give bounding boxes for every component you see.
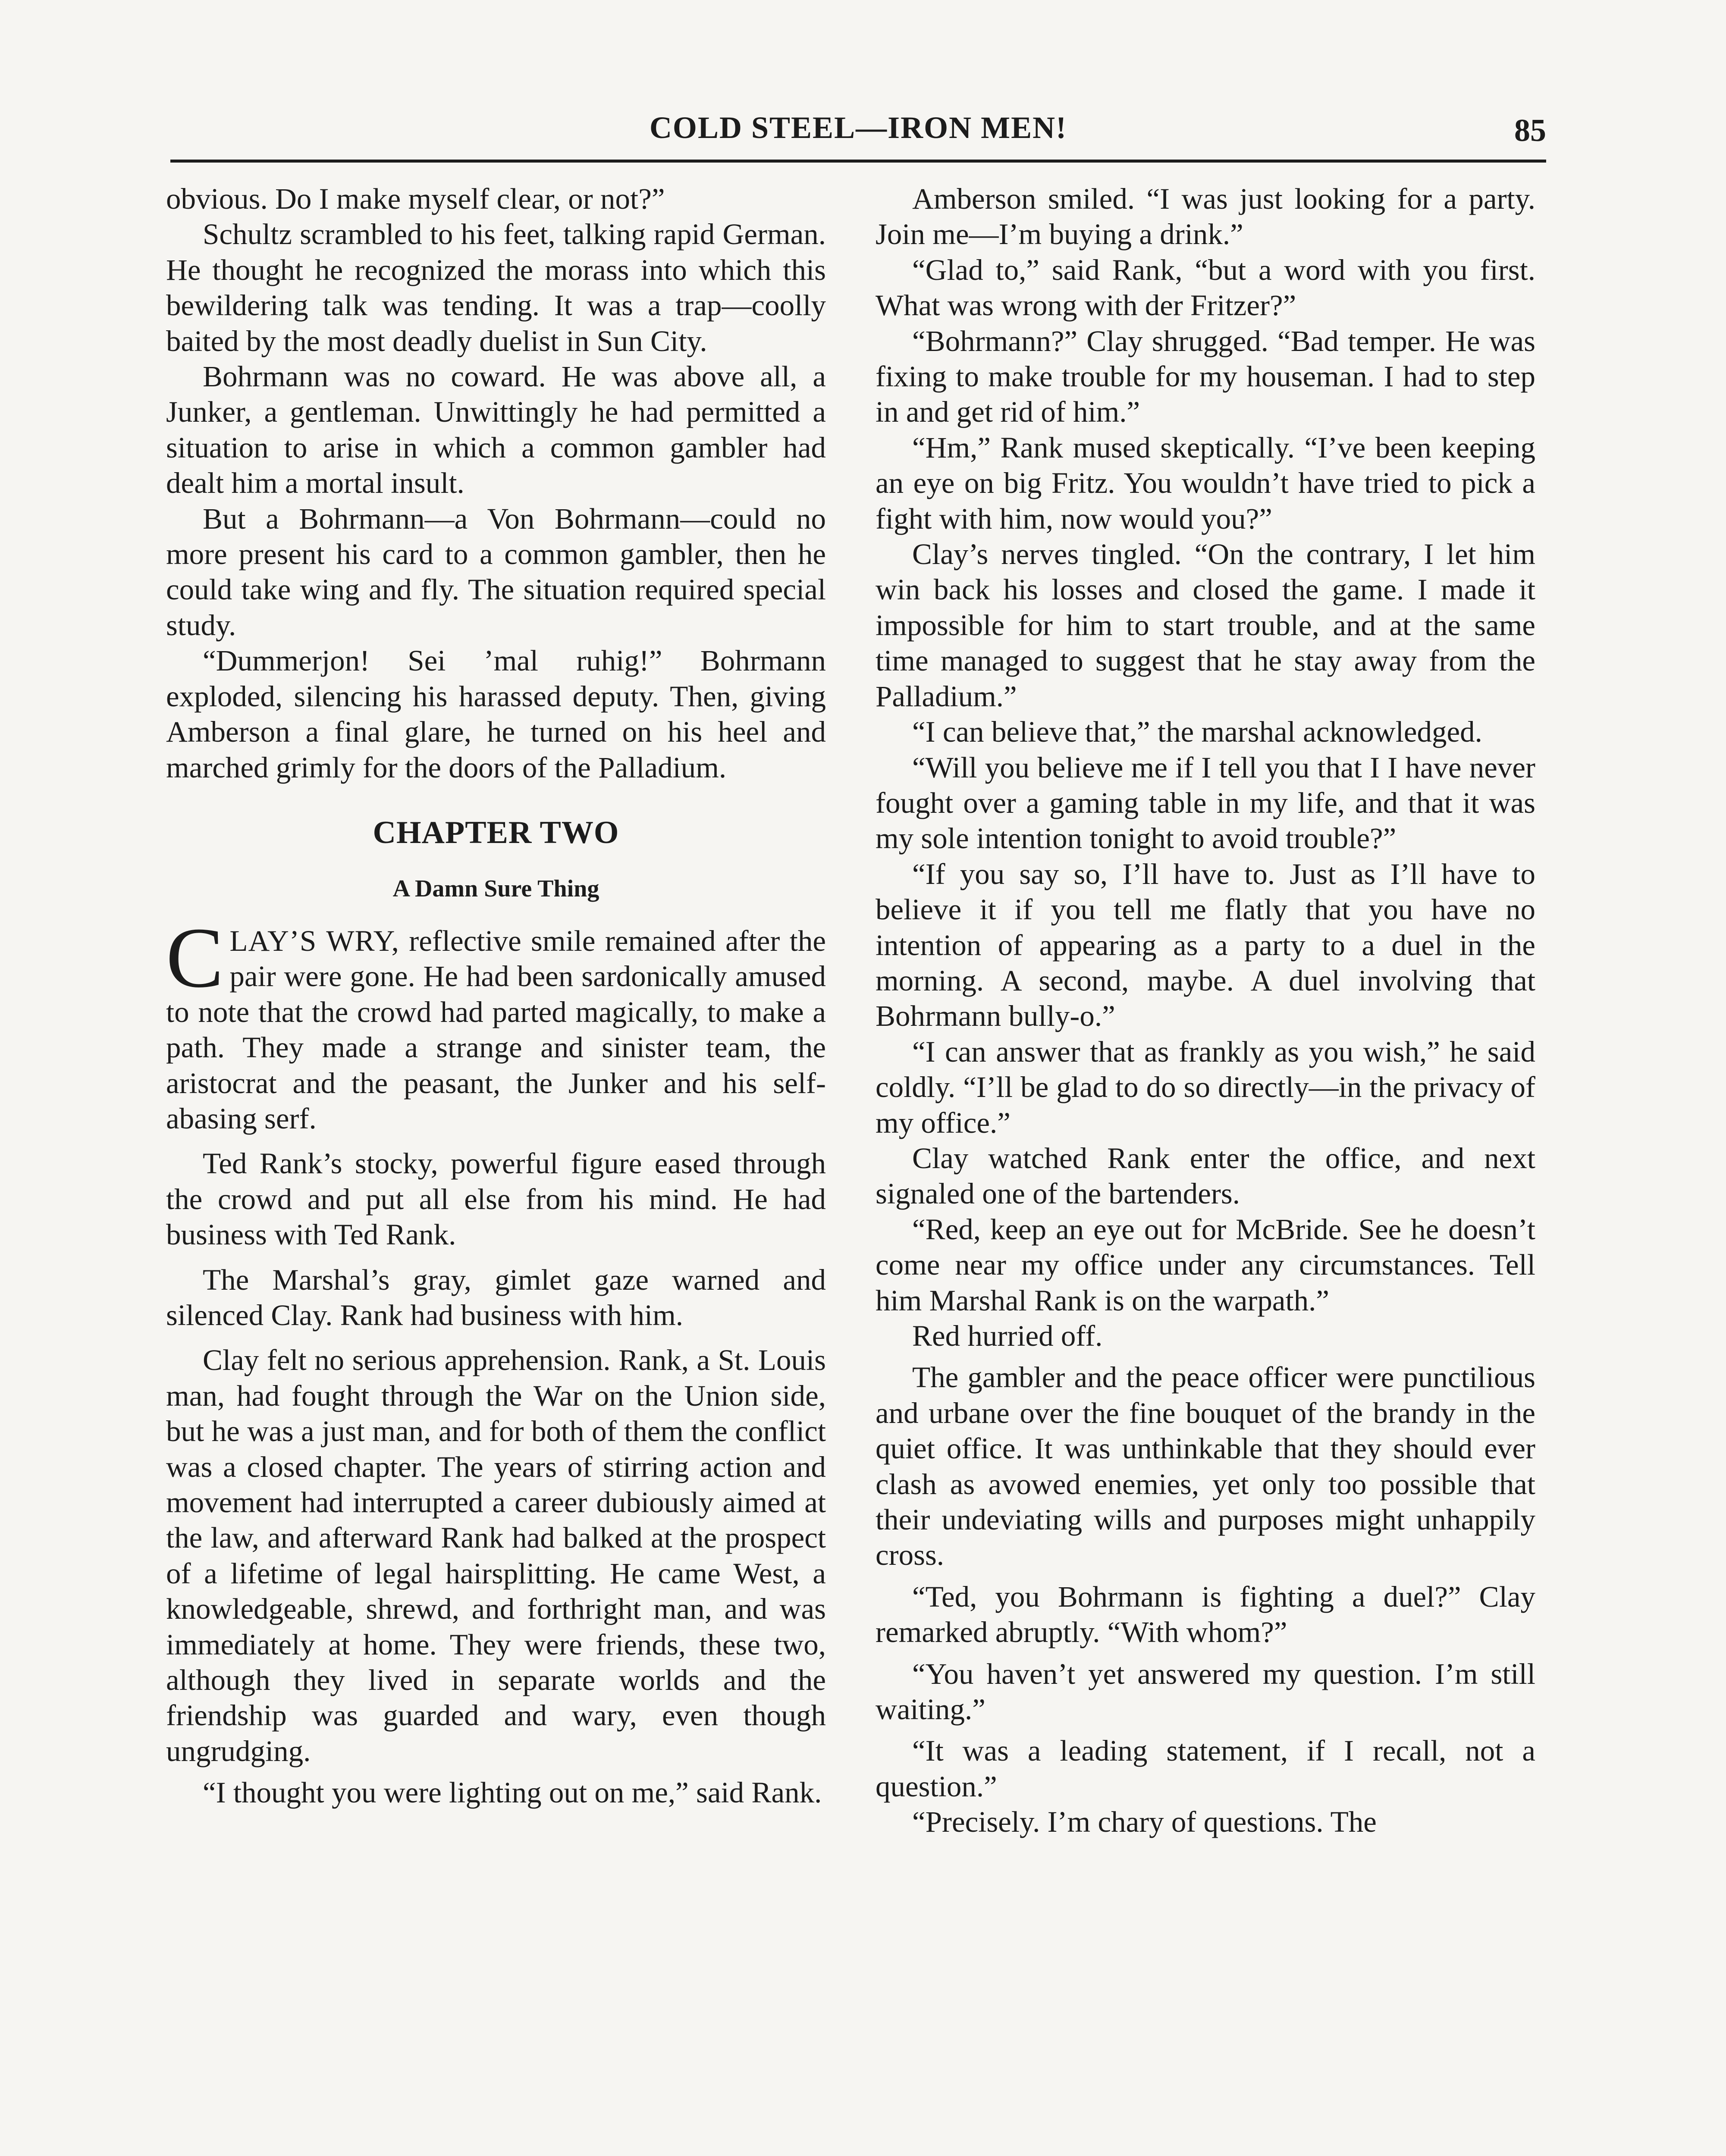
paragraph: The gambler and the peace officer were punctilious and urbane over the fine bouquet of the brandy in the quiet office. It was unthinkable that they should ever clash as avowed enemies, yet only too possible that their undeviating wills and purposes might unhappily cross. xyxy=(876,1361,1535,1572)
opening-text: reflective smile remained after the pair were gone. He had been sardonically amused to note that the crowd had parted magically, to make a path. They made a strange and sinister team, the aristocrat and the peasant, the Junker and his self-abasing serf. xyxy=(166,924,826,1135)
right-column xyxy=(876,181,1535,1840)
paragraph: “I can believe that,” the marshal acknowledged. xyxy=(912,715,1482,749)
chapter-opening-paragraph xyxy=(166,910,826,1136)
paragraph: “Hm,” Rank mused skeptically. “I’ve been keeping an eye on big Fritz. You wouldn’t have tried to pick a fight with him, now would you?” xyxy=(876,431,1535,535)
paragraph: The Marshal’s gray, gimlet gaze warned and silenced Clay. Rank had business with him. xyxy=(166,1263,826,1332)
chapter-title: CHAPTER TWO xyxy=(373,815,619,850)
paragraph: “Precisely. I’m chary of questions. The xyxy=(912,1805,1377,1839)
paragraph: “It was a leading statement, if I recall, not a question.” xyxy=(876,1734,1535,1803)
paragraph: “You haven’t yet answered my question. I’m still waiting.” xyxy=(876,1657,1535,1726)
paragraph: Red hurried off. xyxy=(912,1319,1103,1352)
paragraph: “Will you believe me if I tell you that I I have never fought over a gaming table in my life, and that it was my sole intention tonight to avoid trouble?” xyxy=(876,751,1535,855)
paragraph: “I thought you were lighting out on me,” said Rank. xyxy=(203,1776,822,1809)
paragraph: obvious. Do I make myself clear, or not?” xyxy=(166,182,665,215)
page-number: 85 xyxy=(1514,113,1546,148)
paragraph: But a Bohrmann—a Von Bohrmann—could no more present his card to a common gambler, then he could take wing and fly. The situation required special study. xyxy=(166,502,826,642)
running-title: COLD STEEL—IRON MEN! xyxy=(649,110,1067,145)
opening-caps: LAY’S WRY, xyxy=(229,924,399,957)
paragraph: Ted Rank’s stocky, powerful figure eased through the crowd and put all else from his mind. He had business with Ted Rank. xyxy=(166,1147,826,1251)
paragraph: Clay watched Rank enter the office, and next signaled one of the bartenders. xyxy=(876,1141,1535,1210)
chapter-subtitle: A Damn Sure Thing xyxy=(392,875,599,902)
paragraph: “I can answer that as frankly as you wish,” he said coldly. “I’ll be glad to do so directly—in the privacy of my office.” xyxy=(876,1035,1535,1139)
paragraph: Schultz scrambled to his feet, talking rapid German. He thought he recognized the morass into which this bewildering talk was tending. It was a trap—coolly baited by the most deadly duelist in Sun City. xyxy=(166,218,826,357)
paragraph: “Red, keep an eye out for McBride. See he doesn’t come near my office under any circumstances. Tell him Marshal Rank is on the warpath.” xyxy=(876,1213,1535,1317)
paragraph: “If you say so, I’ll have to. Just as I’ll have to believe it if you tell me flatly that you have no intention of appearing as a party to a duel in the morning. A second, maybe. A duel involving that Bohrmann bully-o.” xyxy=(876,857,1535,1033)
paragraph: “Dummerjon! Sei ’mal ruhig!” Bohrmann exploded, silencing his harassed deputy. Then, giving Amberson a final glare, he turned on his heel and marched grimly for the doors of the Palladium. xyxy=(166,644,826,784)
header-rule xyxy=(170,160,1546,163)
paragraph: “Bohrmann?” Clay shrugged. “Bad temper. He was fixing to make trouble for my houseman. I had to step in and get rid of him.” xyxy=(876,324,1535,429)
page-header xyxy=(170,110,1546,157)
paragraph: “Glad to,” said Rank, “but a word with you first. What was wrong with der Fritzer?” xyxy=(876,253,1535,322)
paragraph: Clay’s nerves tingled. “On the contrary, I let him win back his losses and closed the game. I made it impossible for him to start trouble, and at the same time managed to suggest that he stay away from the Palladium.” xyxy=(876,538,1535,713)
drop-cap: C xyxy=(166,910,224,1006)
left-column xyxy=(166,181,826,1811)
paragraph: Clay felt no serious apprehension. Rank, a St. Louis man, had fought through the War on the Union side, but he was a just man, and for both of them the conflict was a closed chapter. The years of stirring action and movement had interrupted a career dubiously aimed at the law, and afterward Rank had balked at the prospect of a lifetime of legal hairsplitting. He came West, a knowledgeable, shrewd, and forthright man, and was immediately at home. They were friends, these two, although they lived in separate worlds and the friendship was guarded and wary, even though ungrudging. xyxy=(166,1344,826,1767)
paragraph: Amberson smiled. “I was just looking for a party. Join me—I’m buying a drink.” xyxy=(876,182,1535,251)
paragraph: Bohrmann was no coward. He was above all, a Junker, a gentleman. Unwittingly he had permitted a situation to arise in which a common gambler had dealt him a mortal insult. xyxy=(166,360,826,500)
paragraph: “Ted, you Bohrmann is fighting a duel?” Clay remarked abruptly. “With whom?” xyxy=(876,1580,1535,1649)
